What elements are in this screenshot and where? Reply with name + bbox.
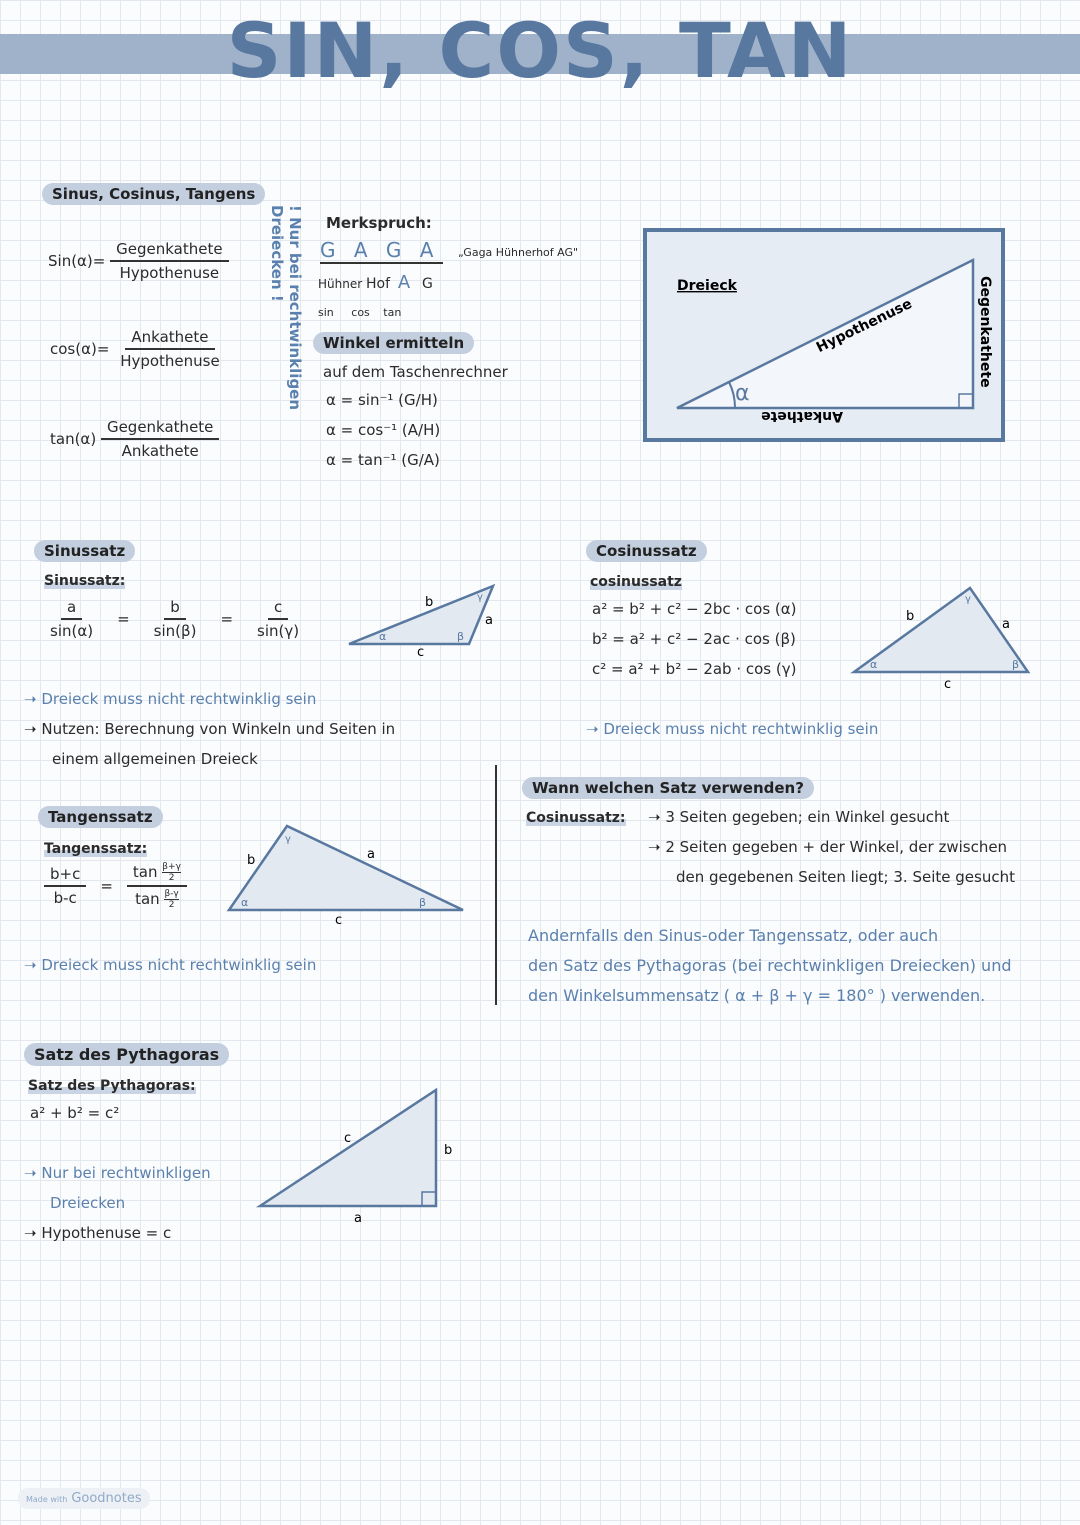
sin-formula: Sin(α)= $\frac{\text{Gegenkathete}}{\text{Hypothenuse}}$	[48, 240, 229, 282]
goodnotes-badge: Made with Goodnotes	[18, 1488, 150, 1509]
svg-text:γ: γ	[477, 592, 483, 603]
wann-line2: ➝ 2 Seiten gegeben + der Winkel, der zwischen	[648, 838, 1008, 856]
merkspruch-quote: „Gaga Hühnerhof AG"	[458, 246, 579, 259]
right-angle-note: ! Nur bei rechtwinkligen Dreiecken !	[268, 205, 304, 411]
svg-text:β: β	[1012, 658, 1020, 671]
svg-text:c: c	[944, 677, 952, 690]
cosinussatz-sub: cosinussatz	[590, 574, 682, 590]
cosinussatz-eq3: c² = a² + b² − 2ab · cos (γ)	[592, 660, 797, 678]
svg-text:α: α	[241, 896, 249, 909]
pythagoras-sub: Satz des Pythagoras:	[28, 1078, 196, 1094]
winkel-eq-sin: α = sin⁻¹ (G/H)	[326, 391, 438, 409]
cosinussatz-triangle	[848, 580, 1038, 690]
winkel-heading: Winkel ermitteln	[313, 332, 474, 354]
svg-text:c: c	[335, 913, 343, 928]
pythagoras-triangle	[254, 1084, 454, 1224]
triangle-box	[643, 228, 1005, 442]
svg-text:a: a	[367, 847, 375, 862]
svg-text:c: c	[417, 645, 425, 658]
svg-text:β: β	[457, 630, 465, 643]
cosinussatz-eq1: a² = b² + c² − 2bc · cos (α)	[592, 600, 797, 618]
svg-text:β: β	[419, 896, 427, 909]
box-alpha: α	[735, 381, 750, 406]
winkel-subtitle: auf dem Taschenrechner	[323, 363, 508, 381]
pythagoras-note1b: Dreiecken	[50, 1194, 126, 1212]
pythagoras-heading: Satz des Pythagoras	[24, 1043, 229, 1066]
page-title: SIN, COS, TAN	[226, 6, 854, 95]
winkel-eq-cos: α = cos⁻¹ (A/H)	[326, 421, 441, 439]
sinussatz-triangle	[343, 578, 508, 658]
svg-text:γ: γ	[285, 834, 291, 845]
svg-text:b: b	[425, 595, 434, 610]
svg-text:b: b	[444, 1143, 453, 1158]
svg-text:b: b	[906, 609, 915, 624]
tangenssatz-triangle	[225, 818, 470, 928]
sinussatz-note2: ➝ Nutzen: Berechnung von Winkeln und Seiten in	[24, 720, 396, 738]
wann-p2: den Satz des Pythagoras (bei rechtwinkligen Dreiecken) und	[528, 956, 1012, 975]
vertical-divider	[495, 765, 497, 1005]
tan-formula: tan(α) $\frac{\text{Gegenkathete}}{\text{Ankathete}}$	[50, 418, 219, 460]
wann-line3: den gegebenen Seiten liegt; 3. Seite gesucht	[676, 868, 1015, 886]
merkspruch-functions: sin cos tan	[318, 306, 402, 319]
sinussatz-note1: ➝ Dreieck muss nicht rechtwinklig sein	[24, 690, 317, 708]
sinussatz-formula: $\frac{a}{\sin(\alpha)}$ = $\frac{b}{\sin(\beta)}$ = $\frac{c}{\sin(\gamma)}$	[50, 598, 300, 640]
section-heading-trig: Sinus, Cosinus, Tangens	[42, 183, 265, 205]
sinussatz-sub: Sinussatz:	[44, 573, 126, 589]
svg-text:c: c	[344, 1131, 352, 1146]
box-gegen-label: Gegenkathete	[977, 276, 993, 388]
wann-p1: Andernfalls den Sinus-oder Tangenssatz, oder auch	[528, 926, 939, 945]
sinussatz-heading: Sinussatz	[34, 540, 135, 562]
merkspruch-top: G A G A	[320, 238, 443, 264]
winkel-eq-tan: α = tan⁻¹ (G/A)	[326, 451, 440, 469]
pythagoras-note2: ➝ Hypothenuse = c	[24, 1224, 172, 1242]
svg-text:b: b	[247, 853, 256, 868]
tangenssatz-sub: Tangenssatz:	[44, 841, 148, 857]
wann-p3: den Winkelsummensatz ( α + β + γ = 180° ) verwenden.	[528, 986, 986, 1005]
svg-text:α: α	[870, 658, 878, 671]
svg-text:γ: γ	[965, 594, 971, 605]
box-an-label: Ankathete	[761, 408, 843, 424]
wann-heading: Wann welchen Satz verwenden?	[522, 777, 814, 799]
pythagoras-formula: a² + b² = c²	[30, 1104, 120, 1122]
tangenssatz-note: ➝ Dreieck muss nicht rechtwinklig sein	[24, 956, 317, 974]
tangenssatz-heading: Tangenssatz	[38, 806, 163, 828]
wann-label: Cosinussatz:	[526, 810, 626, 826]
sinussatz-note3: einem allgemeinen Dreieck	[52, 750, 258, 768]
svg-text:α: α	[379, 630, 387, 643]
tangenssatz-formula: $\frac{b+c}{b-c}$ = tan $\frac{\beta+\gamma}{2}$ tan $\frac{\beta-\gamma}{2}$	[44, 862, 187, 910]
cosinussatz-eq2: b² = a² + c² − 2ac · cos (β)	[592, 630, 796, 648]
box-hyp-label: Hypothenuse	[813, 295, 915, 357]
cosinussatz-heading: Cosinussatz	[586, 540, 707, 562]
wann-line1: ➝ 3 Seiten gegeben; ein Winkel gesucht	[648, 808, 950, 826]
cosinussatz-note: ➝ Dreieck muss nicht rechtwinklig sein	[586, 720, 879, 738]
svg-text:a: a	[354, 1211, 362, 1224]
svg-text:a: a	[485, 613, 493, 628]
merkspruch-bottom: Hühner Hof A G	[318, 272, 433, 293]
box-label: Dreieck	[677, 278, 737, 294]
cos-formula: cos(α)= $\frac{\text{Ankathete}}{\text{Hypothenuse}}$	[50, 328, 220, 370]
merkspruch-label: Merkspruch:	[326, 214, 432, 232]
svg-text:a: a	[1002, 617, 1010, 632]
pythagoras-note1: ➝ Nur bei rechtwinkligen	[24, 1164, 211, 1182]
